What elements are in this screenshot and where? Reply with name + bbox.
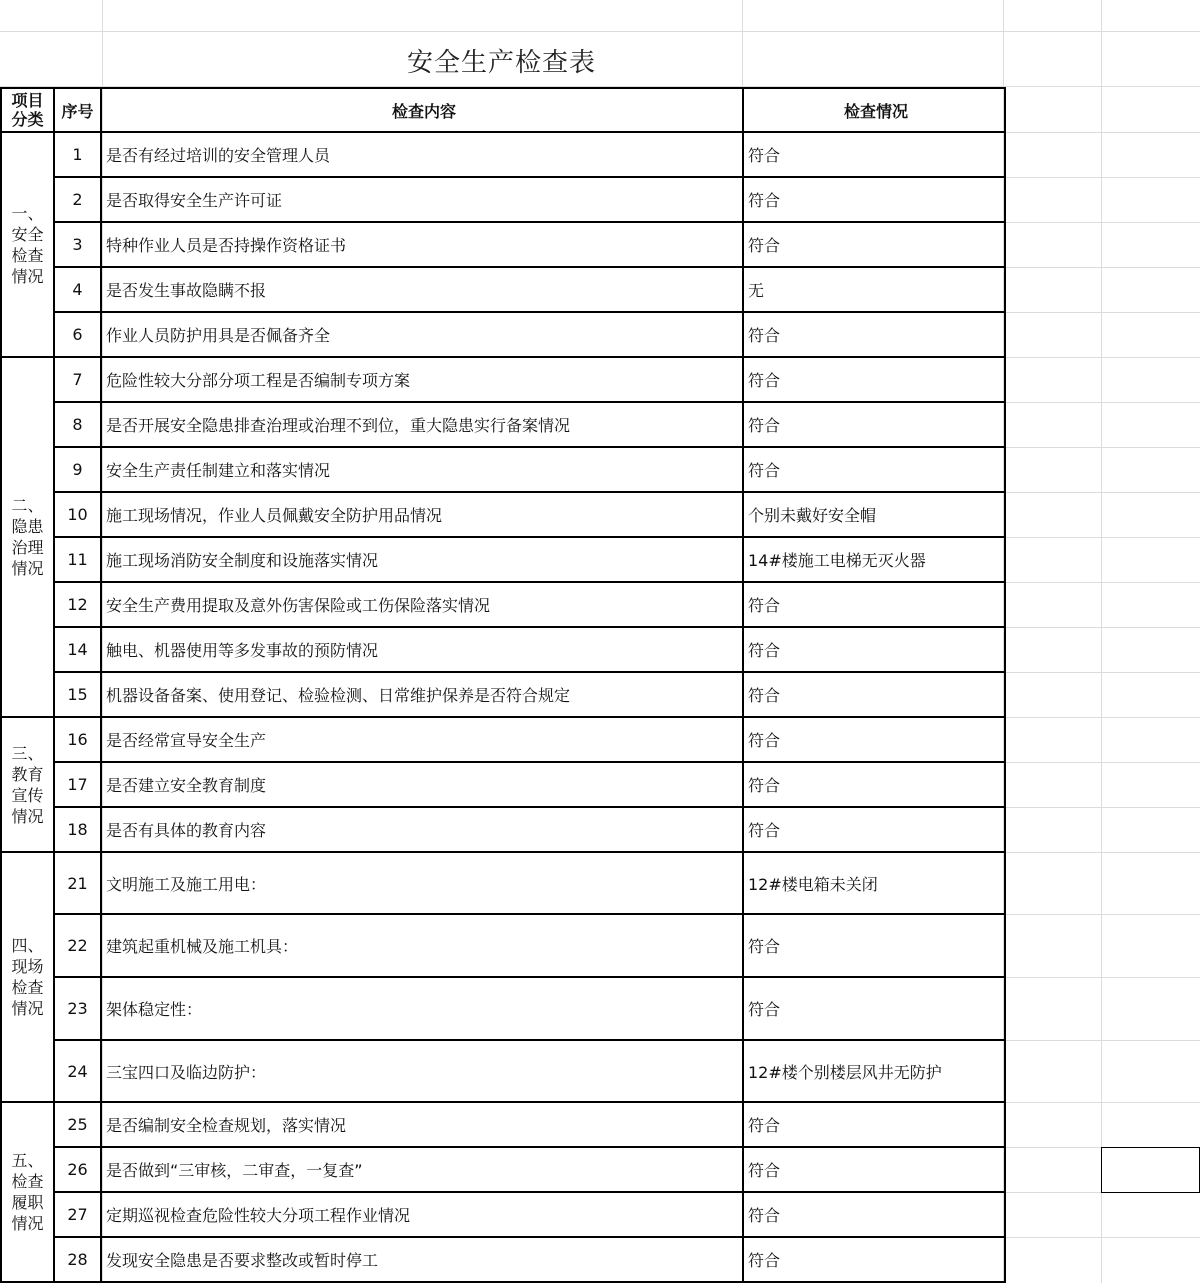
category-label: 四、现场检查情况 [11, 936, 44, 1018]
number-cell[interactable]: 22 [54, 914, 101, 977]
number-cell[interactable]: 14 [54, 627, 101, 672]
table-row [1, 627, 1005, 672]
number-cell[interactable]: 28 [54, 1237, 101, 1282]
number-cell[interactable]: 3 [54, 222, 101, 267]
content-cell[interactable]: 危险性较大分部分项工程是否编制专项方案 [101, 357, 743, 402]
table-row [1, 1147, 1005, 1192]
result-cell[interactable]: 符合 [743, 627, 1005, 672]
table-row [1, 267, 1005, 312]
content-cell[interactable]: 是否有具体的教育内容 [101, 807, 743, 852]
table-row [1, 132, 1005, 177]
header-number[interactable]: 序号 [54, 88, 101, 132]
number-cell[interactable]: 1 [54, 132, 101, 177]
number-cell[interactable]: 24 [54, 1040, 101, 1102]
content-cell[interactable]: 作业人员防护用具是否佩备齐全 [101, 312, 743, 357]
content-cell[interactable]: 文明施工及施工用电： [101, 852, 743, 914]
content-cell[interactable]: 建筑起重机械及施工机具： [101, 914, 743, 977]
number-cell[interactable]: 23 [54, 977, 101, 1040]
result-cell[interactable]: 符合 [743, 132, 1005, 177]
inspection-table [0, 87, 1006, 1283]
result-cell[interactable]: 符合 [743, 357, 1005, 402]
category-label: 五、检查履职情况 [11, 1151, 44, 1233]
content-cell[interactable]: 是否发生事故隐瞒不报 [101, 267, 743, 312]
result-cell[interactable]: 12#楼个别楼层风井无防护 [743, 1040, 1005, 1102]
result-cell[interactable]: 符合 [743, 1192, 1005, 1237]
number-cell[interactable]: 15 [54, 672, 101, 717]
result-cell[interactable]: 符合 [743, 762, 1005, 807]
result-cell[interactable]: 符合 [743, 672, 1005, 717]
number-cell[interactable]: 10 [54, 492, 101, 537]
content-cell[interactable]: 是否有经过培训的安全管理人员 [101, 132, 743, 177]
number-cell[interactable]: 4 [54, 267, 101, 312]
result-cell[interactable]: 符合 [743, 1147, 1005, 1192]
category-cell[interactable] [1, 1102, 54, 1282]
result-cell[interactable]: 符合 [743, 177, 1005, 222]
number-cell[interactable]: 9 [54, 447, 101, 492]
category-label: 二、隐患治理情况 [11, 496, 44, 578]
table-row [1, 582, 1005, 627]
result-cell[interactable]: 个别未戴好安全帽 [743, 492, 1005, 537]
category-cell[interactable] [1, 717, 54, 852]
table-row [1, 312, 1005, 357]
table-row [1, 447, 1005, 492]
table-row [1, 537, 1005, 582]
content-cell[interactable]: 触电、机器使用等多发事故的预防情况 [101, 627, 743, 672]
content-cell[interactable]: 发现安全隐患是否要求整改或暂时停工 [101, 1237, 743, 1282]
result-cell[interactable]: 符合 [743, 914, 1005, 977]
table-row [1, 762, 1005, 807]
result-cell[interactable]: 符合 [743, 312, 1005, 357]
category-label: 一、安全检查情况 [11, 203, 44, 286]
number-cell[interactable]: 2 [54, 177, 101, 222]
content-cell[interactable]: 施工现场情况，作业人员佩戴安全防护用品情况 [101, 492, 743, 537]
result-cell[interactable]: 12#楼电箱未关闭 [743, 852, 1005, 914]
result-cell[interactable]: 符合 [743, 1102, 1005, 1147]
result-cell[interactable]: 符合 [743, 402, 1005, 447]
header-result[interactable]: 检查情况 [743, 88, 1005, 132]
number-cell[interactable]: 6 [54, 312, 101, 357]
content-cell[interactable]: 安全生产责任制建立和落实情况 [101, 447, 743, 492]
table-row [1, 492, 1005, 537]
content-cell[interactable]: 三宝四口及临边防护： [101, 1040, 743, 1102]
header-category[interactable]: 项目分类 [1, 88, 54, 132]
content-cell[interactable]: 是否建立安全教育制度 [101, 762, 743, 807]
content-cell[interactable]: 机器设备备案、使用登记、检验检测、日常维护保养是否符合规定 [101, 672, 743, 717]
content-cell[interactable]: 是否开展安全隐患排查治理或治理不到位，重大隐患实行备案情况 [101, 402, 743, 447]
content-cell[interactable]: 是否经常宣导安全生产 [101, 717, 743, 762]
category-cell[interactable] [1, 132, 54, 357]
result-cell[interactable]: 符合 [743, 977, 1005, 1040]
table-row [1, 1237, 1005, 1282]
result-cell[interactable]: 符合 [743, 447, 1005, 492]
result-cell[interactable]: 符合 [743, 582, 1005, 627]
content-cell[interactable]: 施工现场消防安全制度和设施落实情况 [101, 537, 743, 582]
content-cell[interactable]: 安全生产费用提取及意外伤害保险或工伤保险落实情况 [101, 582, 743, 627]
selected-cell[interactable] [1101, 1147, 1200, 1193]
number-cell[interactable]: 16 [54, 717, 101, 762]
result-cell[interactable]: 符合 [743, 717, 1005, 762]
number-cell[interactable]: 17 [54, 762, 101, 807]
page-title: 安全生产检查表 [406, 48, 596, 78]
content-cell[interactable]: 特种作业人员是否持操作资格证书 [101, 222, 743, 267]
table-row [1, 977, 1005, 1040]
table-row [1, 1192, 1005, 1237]
category-cell[interactable] [1, 357, 54, 717]
number-cell[interactable]: 21 [54, 852, 101, 914]
result-cell[interactable]: 符合 [743, 807, 1005, 852]
content-cell[interactable]: 是否做到“三审核，二审查，一复查” [101, 1147, 743, 1192]
result-cell[interactable]: 14#楼施工电梯无灭火器 [743, 537, 1005, 582]
number-cell[interactable]: 12 [54, 582, 101, 627]
header-content[interactable]: 检查内容 [101, 88, 743, 132]
number-cell[interactable]: 25 [54, 1102, 101, 1147]
content-cell[interactable]: 是否编制安全检查规划，落实情况 [101, 1102, 743, 1147]
table-header-row [1, 88, 1005, 132]
table-row [1, 717, 1005, 762]
number-cell[interactable]: 18 [54, 807, 101, 852]
number-cell[interactable]: 26 [54, 1147, 101, 1192]
table-row [1, 672, 1005, 717]
category-cell[interactable] [1, 852, 54, 1102]
number-cell[interactable]: 7 [54, 357, 101, 402]
result-cell[interactable]: 符合 [743, 1237, 1005, 1282]
number-cell[interactable]: 27 [54, 1192, 101, 1237]
result-cell[interactable]: 符合 [743, 222, 1005, 267]
table-row [1, 852, 1005, 914]
table-row [1, 1040, 1005, 1102]
table-row [1, 357, 1005, 402]
table-row [1, 177, 1005, 222]
content-cell[interactable]: 定期巡视检查危险性较大分项工程作业情况 [101, 1192, 743, 1237]
table-row [1, 914, 1005, 977]
result-cell[interactable]: 无 [743, 267, 1005, 312]
number-cell[interactable]: 8 [54, 402, 101, 447]
table-row [1, 1102, 1005, 1147]
category-label: 三、教育宣传情况 [11, 743, 44, 826]
table-row [1, 807, 1005, 852]
content-cell[interactable]: 架体稳定性： [101, 977, 743, 1040]
table-row [1, 222, 1005, 267]
number-cell[interactable]: 11 [54, 537, 101, 582]
content-cell[interactable]: 是否取得安全生产许可证 [101, 177, 743, 222]
table-row [1, 402, 1005, 447]
